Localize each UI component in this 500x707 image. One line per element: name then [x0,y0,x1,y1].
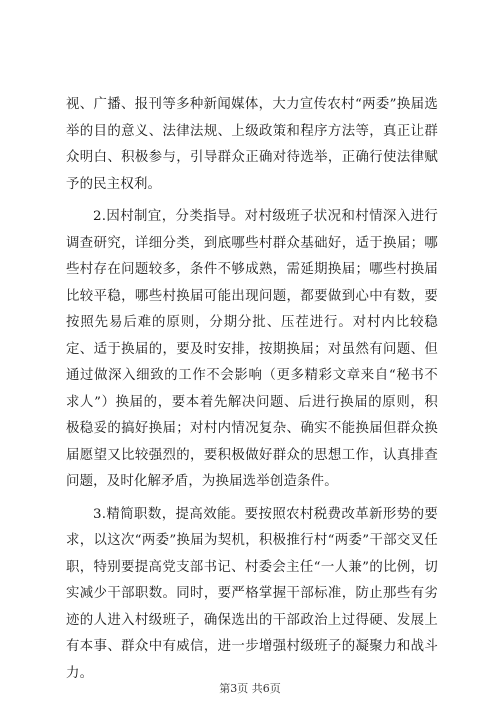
paragraph-continuation: 视、广播、报刊等多种新闻媒体，大力宣传农村“两委”换届选举的目的意义、法律法规、上级政策和程序方法等，真正让群众明白、积极参与，引导群众正确对待选举，正确行使法律赋予的民主权利。 [66,97,438,192]
document-body [66,92,438,687]
paragraph-item-3: 3.精简职数，提高效能。要按照农村税费改革新形势的要求，以这次“两委”换届为契机，积极推行村“两委”干部交叉任职，特别要提高党支部书记、村委会主任“一人兼”的比例，切实减少干部职数。同时，要严格掌握干部标准，防止那些有劣迹的人进入村级班子，确保选出的干部政治上过得硬、发展上有本事、群众中有威信，进一步增强村级班子的凝聚力和战斗力。 [66,506,438,681]
paragraph-item-2: 2.因村制宜，分类指导。对村级班子状况和村情深入进行调查研究，详细分类，到底哪些村群众基础好，适于换届；哪些村存在问题较多，条件不够成熟，需延期换届；哪些村换届比较平稳，哪些村换届可能出现问题，都要做到心中有数，要按照先易后难的原则，分期分批、压茬进行。对村内比较稳定、适于换届的，要及时安排，按期换届；对虽然有问题、但通过做深入细致的工作不会影响（更多精彩文章来自“秘书不求人”）换届的，要本着先解决问题、后进行换届的原则，积极稳妥的搞好换届；对村内情况复杂、确实不能换届但群众换届愿望又比较强烈的，要积极做好群众的思想工作，认真排查问题，及时化解矛盾，为换届选举创造条件。 [66,209,438,489]
page-number-footer: 第3页 共6页 [219,682,281,695]
